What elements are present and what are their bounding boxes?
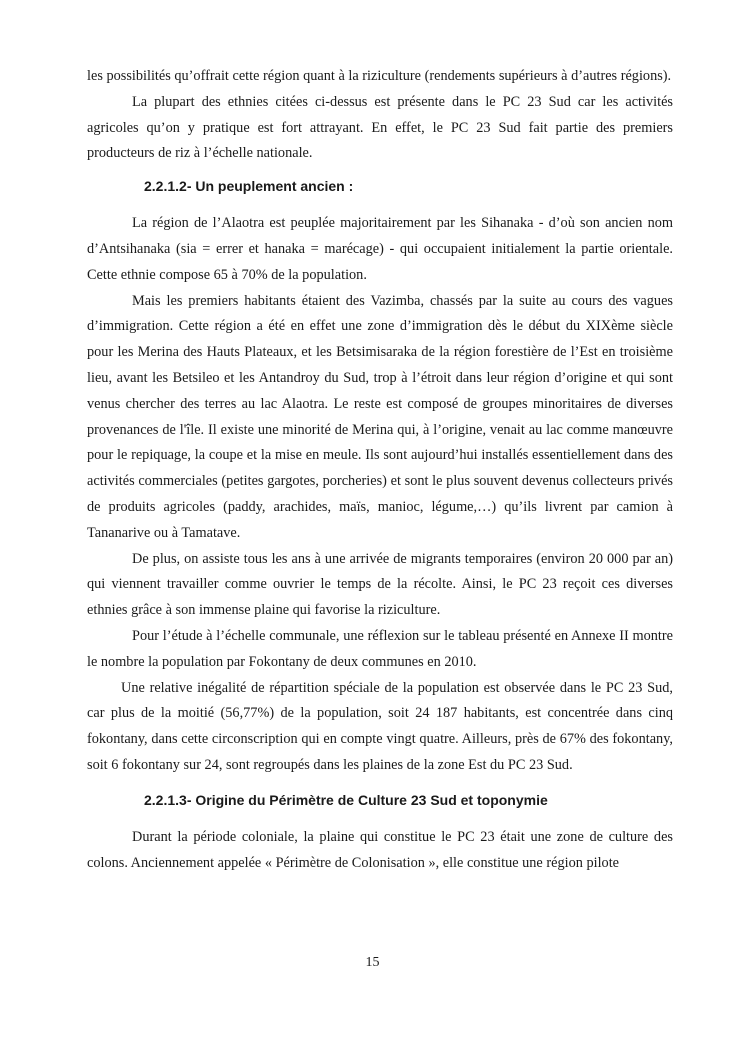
paragraph-migrants: De plus, on assiste tous les ans à une arrivée de migrants temporaires (environ 20 000 par an) qui viennent travailler comme ouvrier le temps de la récolte. Ainsi, le PC 23 reçoit ces diverses ethnies grâce à son immense plaine qui favorise la riziculture.: [87, 550, 673, 619]
paragraph-alaotra: La région de l’Alaotra est peuplée majoritairement par les Sihanaka - d’où son ancien nom d’Antsihanaka (sia = errer et hanaka = marécage) - qui occupaient initialement la partie orientale. Cette ethnie compose 65 à 70% de la population.: [87, 215, 673, 283]
paragraph-inegalite: Une relative inégalité de répartition spéciale de la population est observée dans le PC 23 Sud, car plus de la moitié (56,77%) de la population, soit 24 187 habitants, est concentrée dans cinq fokontany, dans cette circonscription qui en compte vingt quatre. Ailleurs, près de 67% des fokontany, soit 6 fokontany sur 24, sont regroupés dans les plaines de la zone Est du PC 23 Sud.: [87, 679, 673, 773]
section-heading-peuplement: 2.2.1.2- Un peuplement ancien :: [144, 178, 354, 195]
paragraph-vazimba: Mais les premiers habitants étaient des Vazimba, chassés par la suite au cours des vagues d’immigration. Cette région a été en effet une zone d’immigration dès le début du XIXème siècle pour les Merina des Hauts Plateaux, et les Betsimisaraka de la région forestière de l’Est en troisième lieu, avant les Betsileo et les Antandroy du Sud, trop à l’étroit dans leur région d’origine et qui sont venus chercher des terres au lac Alaotra. Le reste est composé de groupes minoritaires de diverses provenances de l'île. Il existe une minorité de Merina qui, à l’origine, venait au lac comme manœuvre pour le repiquage, la coupe et la mise en meule. Ils sont aujourd’hui installés essentiellement dans des activités commerciales (petites gargotes, porcheries) et sont le plus souvent devenus collecteurs privés de produits agricoles (paddy, arachides, maïs, manioc, légume,…) qu’ils livrent par camion à Tananarive ou à Tamatave.: [87, 292, 673, 541]
paragraph-periode-coloniale: Durant la période coloniale, la plaine qui constitue le PC 23 était une zone de culture des colons. Anciennement appelée « Périmètre de Colonisation », elle constitue une région pilote: [87, 828, 673, 871]
section-heading-origine: 2.2.1.3- Origine du Périmètre de Culture 23 Sud et toponymie: [144, 791, 548, 808]
paragraph-ethnies: La plupart des ethnies citées ci-dessus est présente dans le PC 23 Sud car les activités agricoles qu’on y pratique est fort attrayant. En effet, le PC 23 Sud fait partie des premiers producteurs de riz à l’échelle nationale.: [87, 93, 673, 162]
paragraph-echelle-communale: Pour l’étude à l’échelle communale, une réflexion sur le tableau présenté en Annexe II montre le nombre la population par Fokontany de deux communes en 2010.: [87, 627, 673, 670]
page-number: 15: [365, 955, 380, 970]
paragraph-continuation: les possibilités qu’offrait cette région quant à la riziculture (rendements supérieurs à d’autres régions).: [87, 68, 672, 84]
